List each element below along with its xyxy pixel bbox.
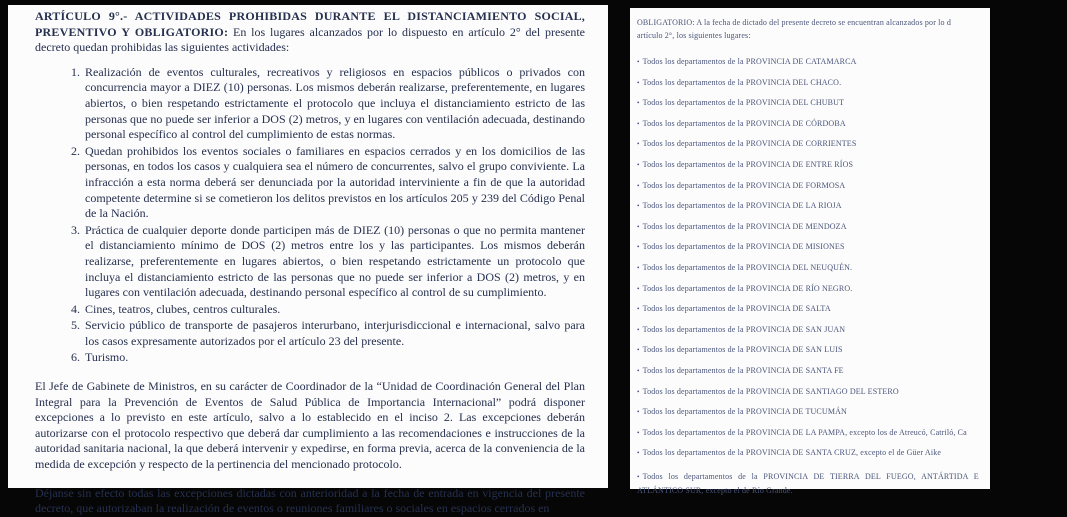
province-item xyxy=(637,305,1067,313)
province-text: Todos los departamentos de la PROVINCIA DE MENDOZA xyxy=(642,221,847,231)
bullet-icon: • xyxy=(637,387,640,396)
list-item-text: Práctica de cualquier deporte donde participen más de DIEZ (10) personas o que no permita mantener el distanciamiento mínimo de DOS (2) metros entre los y las participantes. Los mismos deberán realizarse, preferentemente en lugares abiertos, o bien respetando estrictamente un protocolo que incluya el distanciamiento estricto de las personas que no puede ser inferior a DOS (2) metros, y en lugares con ventilación adecuada, destinando personal específico al control de su cumplimiento. xyxy=(85,222,585,300)
list-item xyxy=(35,144,585,222)
province-text: Todos los departamentos de la PROVINCIA DEL CHACO. xyxy=(642,77,842,87)
bullet-icon: • xyxy=(637,181,640,190)
bullet-icon: • xyxy=(637,119,640,128)
paragraph-dejanse: Déjanse sin efecto todas las excepciones dictadas con anterioridad a la fecha de entrada en vigencia del presente decreto, que autorizaban la realización de eventos o reuniones familiares o sociales en espacios cerrados en xyxy=(35,485,585,516)
province-item xyxy=(637,388,1067,396)
province-item xyxy=(637,120,1067,128)
list-item xyxy=(35,318,585,349)
province-item xyxy=(637,408,1067,416)
list-item-text: Realización de eventos culturales, recreativos y religiosos en espacios públicos o privados con concurrencia mayor a DIEZ (10) personas. Los mismos deberán realizarse, preferentemente, en lugares abiertos, o bien respetando estrictamente el protocolo que incluya el distanciamiento estricto de las personas que no puede ser inferior a DOS (2) metros, y en lugares con ventilación adecuada, destinando personal específico al control del cumplimiento de estas normas. xyxy=(85,64,585,142)
province-item xyxy=(637,367,1067,375)
province-item xyxy=(637,449,1067,457)
bullet-icon: • xyxy=(637,366,640,375)
provinces-list xyxy=(637,58,1067,457)
list-item-text: Quedan prohibidos los eventos sociales o familiares en espacios cerrados y en los domicilios de las personas, en todos los casos y cualquiera sea el número de concurrentes, salvo el grupo conviviente. La infracción a esta norma deberá ser denunciada por la autoridad interviniente a fin de que la autoridad competente determine si se cometieron los delitos previstos en los artículos 205 y 239 del Código Penal de la Nación. xyxy=(85,143,585,221)
province-item xyxy=(637,58,1067,66)
right-page xyxy=(630,8,990,495)
bullet-icon: • xyxy=(637,263,640,272)
province-text: Todos los departamentos de la PROVINCIA DE LA PAMPA, excepto los de Atreucó, Catriló, Ca xyxy=(642,427,967,437)
province-item xyxy=(637,429,1067,437)
province-item xyxy=(637,99,1067,107)
province-text: Todos los departamentos de la PROVINCIA DEL CHUBUT xyxy=(642,98,845,108)
province-text: Todos los departamentos de la PROVINCIA DE SAN LUIS xyxy=(642,345,843,355)
bullet-icon: • xyxy=(637,202,640,211)
province-text: Todos los departamentos de la PROVINCIA DE SANTIAGO DEL ESTERO xyxy=(642,386,899,396)
province-item xyxy=(637,140,1067,148)
list-item-number: 6. xyxy=(71,350,80,365)
bullet-icon: • xyxy=(637,222,640,231)
list-item xyxy=(35,223,585,301)
bullet-icon: • xyxy=(637,428,640,437)
province-text: Todos los departamentos de la PROVINCIA DE SANTA FE xyxy=(642,365,844,375)
list-item-number: 4. xyxy=(71,301,80,316)
province-text: Todos los departamentos de la PROVINCIA DE LA RIOJA xyxy=(642,201,842,211)
list-item-number: 2. xyxy=(71,143,80,158)
list-item xyxy=(35,302,585,318)
header-line-2: artículo 2°, los siguientes lugares: xyxy=(637,30,751,40)
province-item xyxy=(637,79,1067,87)
province-item xyxy=(637,182,1067,190)
list-item-text: Cines, teatros, clubes, centros culturales. xyxy=(85,301,281,316)
list-item xyxy=(35,350,585,366)
bullet-icon: • xyxy=(637,472,640,481)
list-item-number: 3. xyxy=(71,222,80,237)
left-page xyxy=(8,5,608,516)
province-item xyxy=(637,223,1067,231)
list-item-number: 1. xyxy=(71,64,80,79)
province-item-tierra-del-fuego xyxy=(637,470,1067,497)
bullet-icon: • xyxy=(637,58,640,66)
province-text: Todos los departamentos de la PROVINCIA DE SAN JUAN xyxy=(642,324,846,334)
bullet-icon: • xyxy=(637,99,640,108)
list-item xyxy=(35,65,585,143)
bullet-icon: • xyxy=(637,408,640,417)
province-text: Todos los departamentos de la PROVINCIA DE CATAMARCA xyxy=(642,57,857,66)
bullet-icon: • xyxy=(637,78,640,87)
province-text: Todos los departamentos de la PROVINCIA DE SALTA xyxy=(642,304,831,314)
province-text-line-2: ATLÁNTICO SUR, excepto el de Río Grande. xyxy=(637,485,793,495)
province-item xyxy=(637,285,1067,293)
province-item xyxy=(637,202,1067,210)
province-text: Todos los departamentos de la PROVINCIA DEL NEUQUÉN. xyxy=(642,262,853,272)
right-page-content xyxy=(637,17,1067,497)
province-text: Todos los departamentos de la PROVINCIA DE ENTRE RÍOS xyxy=(642,159,854,169)
article-9-heading-bold: ARTÍCULO 9°.- ACTIVIDADES PROHIBIDAS DURANTE EL DISTANCIAMIENTO SOCIAL, PREVENTIVO Y OBLIGATORIO: xyxy=(35,9,585,39)
bullet-icon: • xyxy=(637,243,640,252)
province-text: Todos los departamentos de la PROVINCIA DE MISIONES xyxy=(642,242,845,252)
bullet-icon: • xyxy=(637,160,640,169)
article-9-heading xyxy=(35,9,585,56)
bullet-icon: • xyxy=(637,305,640,314)
province-text-line-1: • Todos los departamentos de la PROVINCIA DE TIERRA DEL FUEGO, ANTÁRTIDA E xyxy=(637,471,979,481)
list-item-text: Turismo. xyxy=(85,350,129,365)
province-item xyxy=(637,161,1067,169)
province-text: Todos los departamentos de la PROVINCIA DE CORRIENTES xyxy=(642,139,857,149)
list-item-text: Servicio público de transporte de pasajeros interurbano, interjurisdiccional e internacional, salvo para los casos expresamente autorizados por el artículo 23 del presente. xyxy=(85,318,585,348)
list-item-number: 5. xyxy=(71,318,80,333)
province-item xyxy=(637,243,1067,251)
province-text: Todos los departamentos de la PROVINCIA DE RÍO NEGRO. xyxy=(642,283,853,293)
province-text: Todos los departamentos de la PROVINCIA DE FORMOSA xyxy=(642,180,846,190)
prohibited-activities-list xyxy=(35,65,585,366)
header-line-1: OBLIGATORIO: A la fecha de dictado del presente decreto se encuentran alcanzados por lo d xyxy=(637,18,951,27)
province-text: Todos los departamentos de la PROVINCIA DE CÓRDOBA xyxy=(642,118,846,128)
obligatorio-header xyxy=(637,17,1067,42)
province-text: Todos los departamentos de la PROVINCIA DE SANTA CRUZ, excepto el de Güer Aike xyxy=(642,448,942,458)
paragraph-jefe-gabinete: El Jefe de Gabinete de Ministros, en su carácter de Coordinador de la “Unidad de Coordinación General del Plan Integral para la Prevención de Eventos de Salud Pública de Importancia Internacional” podrá disponer excepciones a lo previsto en este artículo, salvo a lo establecido en el inciso 2. Las excepciones deberán autorizarse con el protocolo respectivo que deberá dar cumplimiento a las recomendaciones e instrucciones de la autoridad sanitaria nacional, la que deberá intervenir y expedirse, en forma previa, acerca de la conveniencia de la medida de excepción y respecto de la pertinencia del mencionado protocolo. xyxy=(35,379,585,472)
province-text: Todos los departamentos de la PROVINCIA DE TUCUMÁN xyxy=(642,407,847,417)
province-item xyxy=(637,326,1067,334)
article-9-heading-rest: En los lugares alcanzados por lo dispuesto en artículo 2° del presente decreto quedan prohibidas las siguientes actividades: xyxy=(35,24,586,55)
bullet-icon: • xyxy=(637,284,640,293)
bullet-icon: • xyxy=(637,325,640,334)
bullet-icon: • xyxy=(637,449,640,458)
bullet-icon: • xyxy=(637,140,640,149)
bullet-icon: • xyxy=(637,346,640,355)
province-item xyxy=(637,264,1067,272)
province-item xyxy=(637,346,1067,354)
